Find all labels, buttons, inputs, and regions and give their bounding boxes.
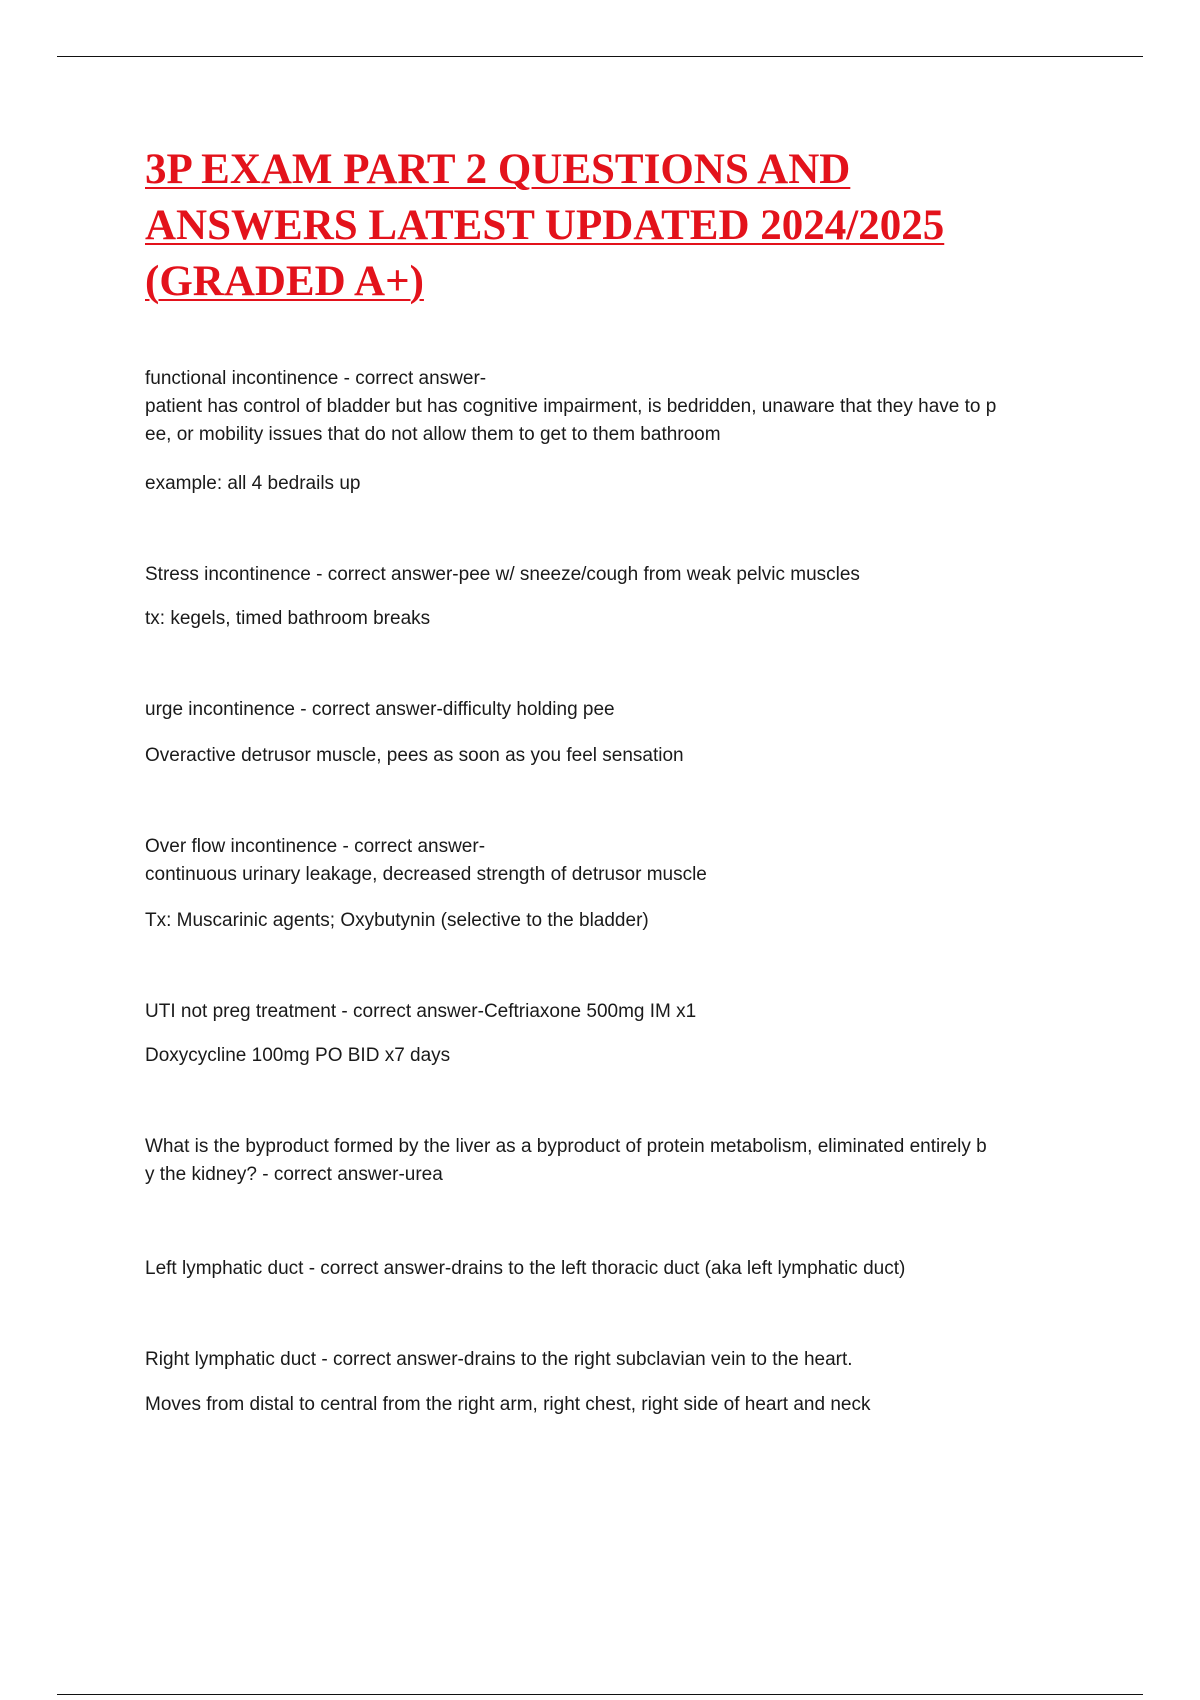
qa-note: tx: kegels, timed bathroom breaks: [145, 608, 431, 629]
qa-text-line: continuous urinary leakage, decreased strength of detrusor muscle: [145, 864, 707, 885]
qa-text-line: UTI not preg treatment - correct answer-Ceftriaxone 500mg IM x1: [145, 1001, 697, 1022]
qa-text-line: Over flow incontinence - correct answer-: [145, 836, 486, 857]
qa-entry-urea: [145, 1133, 1090, 1189]
qa-text-line: What is the byproduct formed by the liver as a byproduct of protein metabolism, eliminated entirely b: [145, 1136, 987, 1157]
qa-text-line: patient has control of bladder but has cognitive impairment, is bedridden, unaware that they have to p: [145, 396, 997, 417]
qa-text-line: ee, or mobility issues that do not allow them to get to them bathroom: [145, 424, 721, 445]
qa-entry-uti-treatment: [145, 998, 1090, 1026]
title-line: ANSWERS LATEST UPDATED 2024/2025: [145, 202, 945, 249]
top-rule: [57, 56, 1143, 57]
bottom-rule: [57, 1694, 1143, 1695]
qa-entry-stress-incontinence: [145, 561, 1090, 589]
qa-note: example: all 4 bedrails up: [145, 473, 361, 494]
document-title: [145, 142, 1045, 310]
qa-entry-overflow-incontinence: [145, 833, 1090, 889]
qa-entry-right-lymphatic-duct: [145, 1346, 1090, 1374]
qa-entry-functional-incontinence: [145, 365, 1090, 449]
qa-text-line: y the kidney? - correct answer-urea: [145, 1164, 443, 1185]
title-line: (GRADED A+): [145, 258, 424, 305]
qa-text-line: Right lymphatic duct - correct answer-drains to the right subclavian vein to the heart.: [145, 1349, 853, 1370]
qa-note: Doxycycline 100mg PO BID x7 days: [145, 1045, 451, 1066]
qa-entry-urge-incontinence: [145, 696, 1090, 724]
qa-note: Overactive detrusor muscle, pees as soon as you feel sensation: [145, 745, 684, 766]
qa-text-line: urge incontinence - correct answer-difficulty holding pee: [145, 699, 615, 720]
qa-text-line: Stress incontinence - correct answer-pee w/ sneeze/cough from weak pelvic muscles: [145, 564, 860, 585]
title-line: 3P EXAM PART 2 QUESTIONS AND: [145, 146, 851, 193]
qa-text-line: Left lymphatic duct - correct answer-drains to the left thoracic duct (aka left lymphatic duct): [145, 1258, 906, 1279]
qa-note: Tx: Muscarinic agents; Oxybutynin (selective to the bladder): [145, 910, 649, 931]
qa-note: Moves from distal to central from the right arm, right chest, right side of heart and neck: [145, 1394, 871, 1415]
qa-text-line: functional incontinence - correct answer-: [145, 368, 487, 389]
qa-entry-left-lymphatic-duct: [145, 1255, 1090, 1283]
